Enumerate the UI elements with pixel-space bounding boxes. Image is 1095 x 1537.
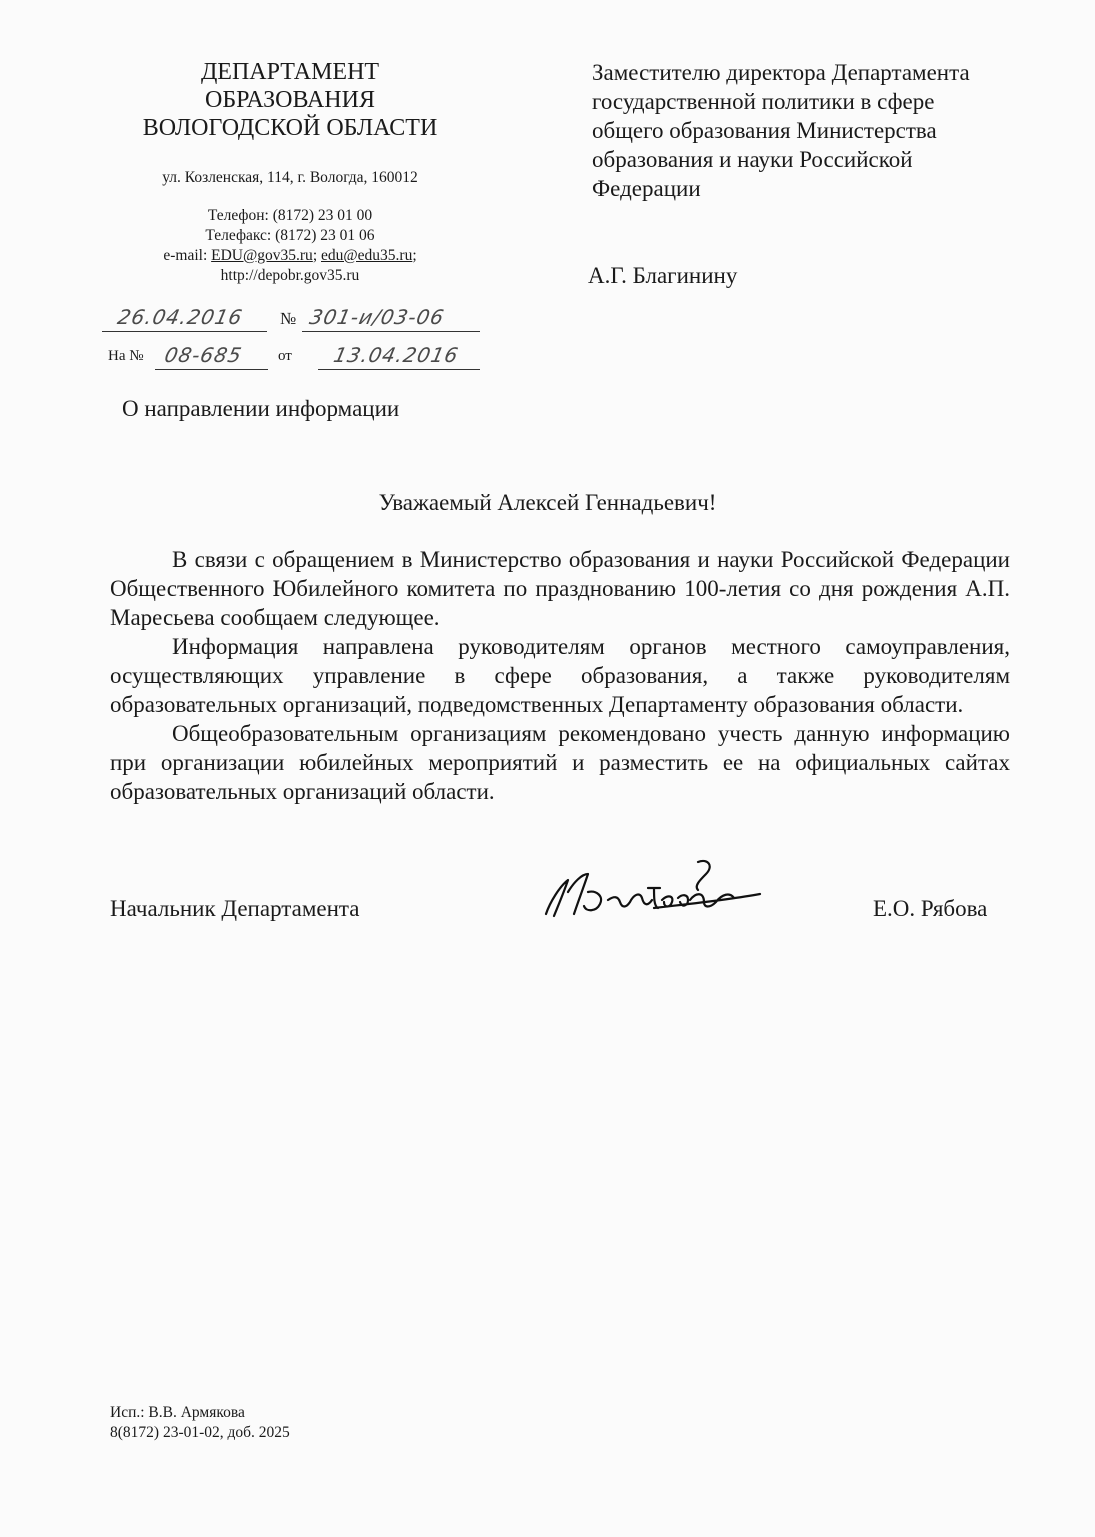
ref-from-label: от [278, 348, 292, 364]
org-line-3: ВОЛОГОДСКОЙ ОБЛАСТИ [142, 115, 438, 141]
greeting: Уважаемый Алексей Геннадьевич! [378, 490, 717, 515]
date-field [102, 307, 267, 332]
org-phone: Телефон: (8172) 23 01 00 [207, 207, 373, 224]
addressee-block [592, 58, 1032, 203]
outgoing-number: 301-и/03-06 [307, 305, 447, 329]
org-address: ул. Козленская, 114, г. Вологда, 160012 [162, 169, 418, 186]
ref-date-field [318, 345, 480, 370]
handwritten-signature [538, 852, 768, 932]
signer-title: Начальник Департамента [110, 896, 360, 921]
addressee-name: А.Г. Благинину [588, 263, 738, 288]
org-website[interactable]: http://depobr.gov35.ru [220, 267, 360, 284]
org-contacts [120, 206, 460, 286]
executor-name: Исп.: В.В. Армякова [110, 1404, 245, 1421]
org-line-1: ДЕПАРТАМЕНТ [200, 59, 380, 85]
email-separator: ; [312, 247, 321, 264]
signer-name: Е.О. Рябова [873, 896, 988, 921]
org-email [120, 246, 460, 266]
addressee-line-5: Федерации [592, 176, 701, 201]
number-field [302, 307, 480, 332]
addressee-line-2: государственной политики в сфере [592, 89, 935, 114]
body-paragraph-1: В связи с обращением в Министерство образования и науки Российской Федерации Общественного Юбилейного комитета по празднованию 100-летия со дня рождения А.П. Маресьева сообщаем следующее. [110, 547, 1010, 630]
body-paragraph-3: Общеобразовательным организациям рекомендовано учесть данную информацию при организации юбилейных мероприятий и разместить ее на официальных сайтах образовательных организаций области. [110, 721, 1010, 804]
body-paragraph-2: Информация направлена руководителям органов местного самоуправления, осуществляющих управление в сфере образования, а также руководителям образовательных организаций, подведомственных Департаменту образования области. [110, 634, 1010, 717]
outgoing-date: 26.04.2016 [115, 305, 246, 329]
email-end: ; [412, 247, 417, 264]
org-name [120, 58, 460, 142]
ref-date: 13.04.2016 [331, 343, 462, 367]
email-link-1[interactable]: EDU@gov35.ru [211, 247, 313, 264]
ref-label: На № [108, 348, 144, 364]
ref-number-field [155, 345, 268, 370]
addressee-line-1: Заместителю директора Департамента [592, 60, 970, 85]
addressee-line-3: общего образования Министерства [592, 118, 937, 143]
email-label: e-mail: [163, 247, 212, 264]
letter-subject: О направлении информации [122, 396, 400, 421]
addressee-line-4: образования и науки Российской [592, 147, 913, 172]
org-fax: Телефакс: (8172) 23 01 06 [205, 227, 375, 244]
letter-body [110, 545, 1010, 806]
executor-info [110, 1403, 290, 1443]
ref-number: 08-685 [162, 343, 245, 367]
executor-phone: 8(8172) 23-01-02, доб. 2025 [110, 1424, 290, 1441]
email-link-2[interactable]: edu@edu35.ru [321, 247, 413, 264]
number-label: № [280, 309, 297, 328]
org-line-2: ОБРАЗОВАНИЯ [205, 87, 375, 113]
